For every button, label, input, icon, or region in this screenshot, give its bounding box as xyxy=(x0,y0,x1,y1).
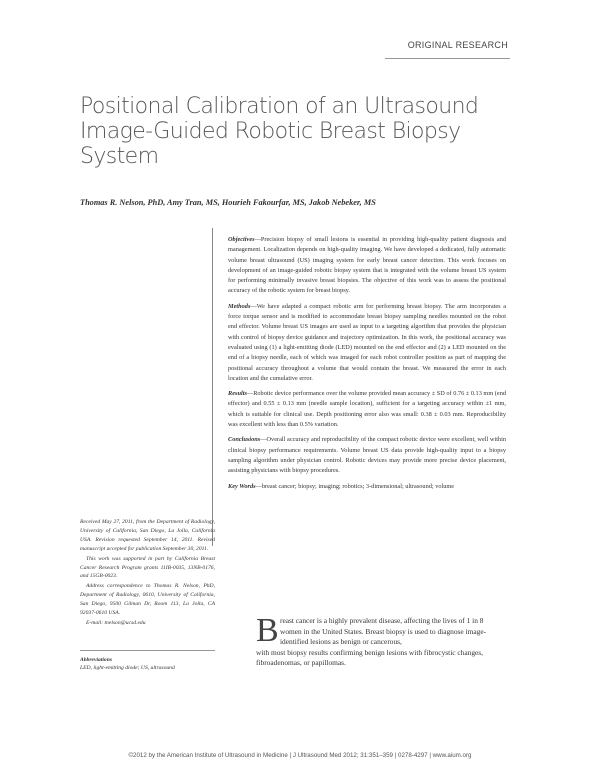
objectives-heading: Objectives xyxy=(228,236,255,243)
support-note: This work was supported in part by California Breast Cancer Research Program grants 11IB-0035, 13NB-0176, and 15GB-0023. xyxy=(80,555,215,580)
abstract-keywords xyxy=(228,482,506,492)
received-note: Received May 27, 2011, from the Department of Radiology, University of California, San Diego, La Jolla, California USA. Revision requested September 14, 2011. Revised manuscript accepted for publication September 30, 2011. xyxy=(80,519,215,552)
abbreviations xyxy=(80,656,220,673)
abbreviations-text: LED, light-emitting diode; US, ultrasound xyxy=(80,665,175,672)
abbreviations-heading: Abbreviations xyxy=(80,657,113,663)
abstract-results xyxy=(228,389,506,430)
abstract-conclusions xyxy=(228,435,506,476)
keywords-heading: Key Words xyxy=(228,482,256,490)
email-note: E-mail: tnelson@ucsd.edu xyxy=(86,619,146,626)
header-rule xyxy=(385,58,510,59)
abstract-objectives xyxy=(228,235,506,297)
article-title: Positional Calibration of an Ultrasound Image-Guided Robotic Breast Biopsy System xyxy=(80,94,479,169)
conclusions-text: —Overall accuracy and reproducibility of the compact robotic device were excellent, well within clinical biopsy performance requirements. Volume breast US data provide high-quality input to a biopsy sampling algorithm under physician control. Robotic devices may provide more precise device placement, assisting physicians with biopsy procedures. xyxy=(228,436,506,475)
body-continuation: with most biopsy results confirming benign lesions with fibrocystic changes, fibroadenomas, or papillomas. xyxy=(256,647,484,667)
section-label: ORIGINAL RESEARCH xyxy=(407,40,508,50)
correspondence-note: Address correspondence to Thomas R. Nelson, PhD, Department of Radiology, 0610, University of California, San Diego, 9500 Gilman Dr, Room 113, La Jolla, CA 92037-0610 USA. xyxy=(80,583,215,617)
author-list: Thomas R. Nelson, PhD, Amy Tran, MS, Hourieh Fakourfar, MS, Jakob Nebeker, MS xyxy=(80,198,376,207)
body-first-lines: reast cancer is a highly prevalent disease, affecting the lives of 1 in 8 women in the United States. Breast biopsy is used to diagnose image-identified lesions as benign or cancerous, xyxy=(280,616,487,646)
drop-cap: B xyxy=(256,612,279,649)
methods-heading: Methods xyxy=(228,302,251,310)
results-heading: Results xyxy=(228,390,247,398)
abstract xyxy=(228,235,506,497)
abstract-divider xyxy=(212,228,213,546)
article-notes xyxy=(80,518,215,629)
keywords-text: —breast cancer; biopsy; imaging; robotics; 3-dimensional; ultrasound; volume xyxy=(255,482,455,490)
objectives-text: —Precision biopsy of small lesions is essential in providing high-quality patient diagnosis and management. Localization depends on high-quality imaging. We have developed a dedicated, fully automatic volume breast ultrasound (US) imaging system for early breast cancer detection. This work focuses on development of an image-guided robotic biopsy system that is integrated with the volume breast US system for performing minimally invasive breast biopsies. The objective of this work was to assess the positional accuracy of the robotic system for breast biopsy. xyxy=(228,236,506,295)
results-text: —Robotic device performance over the volume provided mean accuracy ± SD of 0.76 ± 0.13 mm (end effector) and 0.55 ± 0.13 mm (needle sample location), sufficient for a targeting accuracy within ±1 mm, which is suitable for clinical use. Depth positioning error also was small: 0.38 ± 0.03 mm. Reproducibility was excellent with less than 0.5% variation. xyxy=(228,390,506,429)
body-intro xyxy=(256,612,506,669)
abstract-methods xyxy=(228,302,506,384)
page-footer: ©2012 by the American Institute of Ultrasound in Medicine | J Ultrasound Med 2012; 31:351–359 | 0278-4297 | www.aium.org xyxy=(128,752,472,759)
conclusions-heading: Conclusions xyxy=(228,436,261,444)
abbreviations-rule xyxy=(80,650,215,651)
methods-text: —We have adapted a compact robotic arm for performing breast biopsy. The arm incorporates a force torque sensor and is modified to accommodate breast biopsy sampling needles mounted on the robot end effector. Volume breast US images are used as input to a targeting algorithm that provides the physician with control of biopsy device guidance and trajectory optimization. In this work, the positional accuracy was evaluated using (1) a light-emitting diode (LED) mounted on the end effector and (2) a LED mounted on the end of a biopsy needle, each of which was imaged for each robot controller position as part of mapping the positional accuracy throughout a volume that would contain the breast. We measured the error in each location and the cumulative error. xyxy=(228,302,506,382)
